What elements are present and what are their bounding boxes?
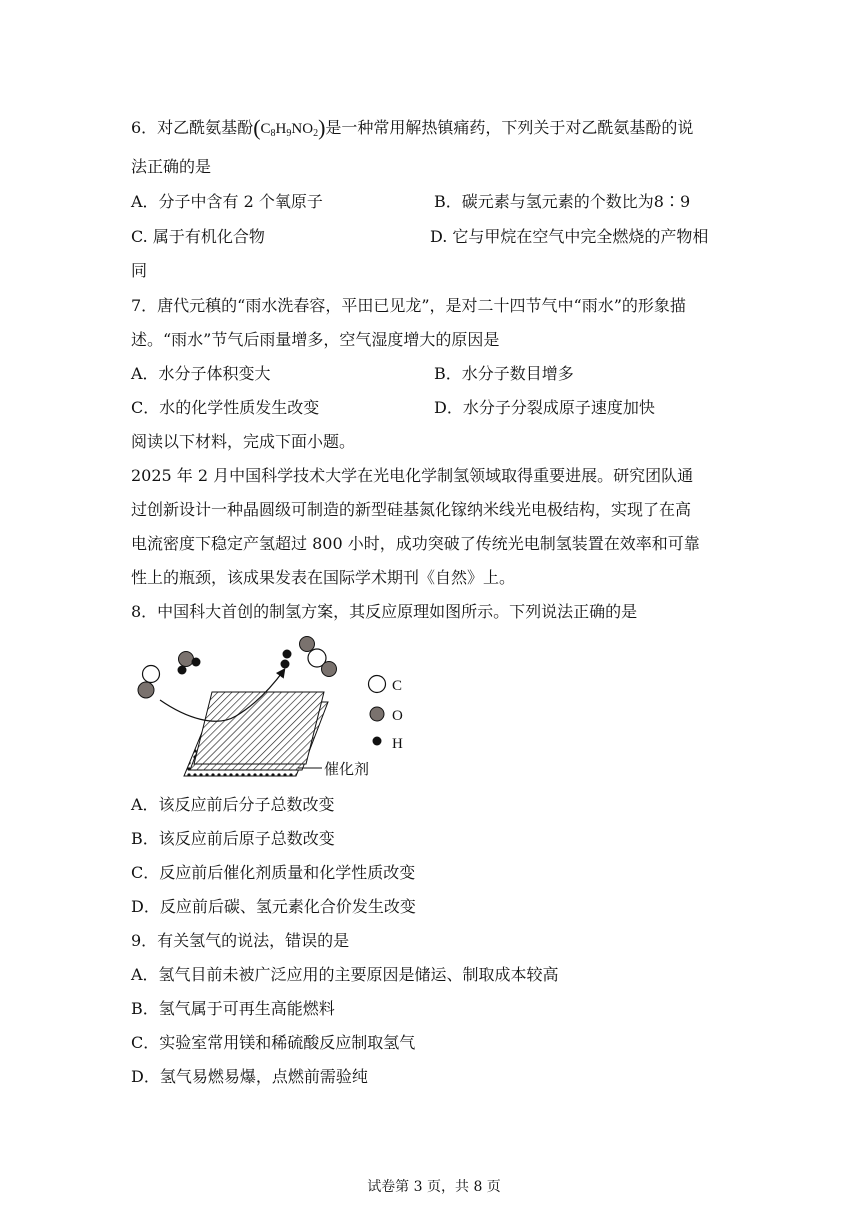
- q8-stem: 8．中国科大首创的制氢方案，其反应原理如图所示。下列说法正确的是: [131, 602, 638, 621]
- q8-option-d: D．反应前后碳、氢元素化合价发生改变: [131, 897, 416, 916]
- q6-option-d-continued: 同: [131, 261, 148, 280]
- reading-paragraph-line4: 性上的瓶颈，该成果发表在国际学术期刊《自然》上。: [131, 568, 516, 587]
- legend-oxygen-label: O: [392, 708, 403, 724]
- q9-option-a: A．氢气目前未被广泛应用的主要原因是储运、制取成本较高: [131, 965, 559, 984]
- reactant-water-oxygen: [179, 652, 194, 667]
- q9-option-b: B．氢气属于可再生高能燃料: [131, 999, 335, 1018]
- reactant-water-hydrogen-1: [178, 666, 187, 675]
- q9-stem: 9．有关氢气的说法，错误的是: [131, 931, 350, 950]
- reading-paragraph-line1: 2025 年 2 月中国科学技术大学在光电化学制氢领域取得重要进展。研究团队通: [131, 466, 694, 485]
- q7-option-c: C．水的化学性质发生改变: [131, 398, 320, 417]
- q8-option-c: C．反应前后催化剂质量和化学性质改变: [131, 863, 416, 882]
- reaction-diagram: [126, 628, 426, 788]
- catalyst-label: 催化剂: [324, 760, 370, 778]
- q6-option-b: B．碳元素与氢元素的个数比为8∶9: [434, 192, 691, 211]
- q6-stem-before: 6．对乙酰氨基酚: [131, 118, 254, 137]
- q7-option-a: A．水分子体积变大: [131, 364, 271, 383]
- reading-intro: 阅读以下材料，完成下面小题。: [131, 432, 356, 451]
- q7-stem-line1: 7．唐代元稹的“雨水洗春容，平田已见龙”，是对二十四节气中“雨水”的形象描: [131, 296, 686, 315]
- q6-option-a: A．分子中含有 2 个氧原子: [131, 192, 323, 211]
- q7-option-d: D．水分子分裂成原子速度加快: [434, 398, 655, 417]
- q9-option-d: D．氢气易燃易爆，点燃前需验纯: [131, 1067, 368, 1086]
- legend-hydrogen-icon: [373, 737, 382, 746]
- q9-option-c: C．实验室常用镁和稀硫酸反应制取氢气: [131, 1033, 416, 1052]
- q8-option-a: A．该反应前后分子总数改变: [131, 795, 335, 814]
- legend-hydrogen-label: H: [392, 736, 403, 752]
- catalyst-layer-top: [194, 692, 324, 764]
- q6-stem-after: 是一种常用解热镇痛药，下列关于对乙酰氨基酚的说: [325, 118, 694, 137]
- reactant-carbon-atom: [143, 666, 160, 683]
- product-oxygen-2: [322, 662, 337, 677]
- product-oxygen-1: [300, 637, 315, 652]
- q8-option-b: B．该反应前后原子总数改变: [131, 829, 335, 848]
- q7-stem-line2: 述。“雨水”节气后雨量增多，空气湿度增大的原因是: [131, 330, 500, 349]
- page-footer: 试卷第 3 页，共 8 页: [367, 1179, 501, 1195]
- reactant-water-hydrogen-2: [192, 658, 201, 667]
- product-hydrogen-1: [283, 650, 292, 659]
- legend-carbon-label: C: [392, 678, 403, 694]
- legend-carbon-icon: [369, 676, 386, 693]
- q6-option-c: C. 属于有机化合物: [131, 227, 265, 246]
- product-hydrogen-2: [281, 660, 290, 669]
- q6-stem-line2: 法正确的是: [131, 157, 212, 176]
- q6-stem-line1: [131, 117, 693, 145]
- q6-formula: $(C_8H_9NO_2)$: [253, 115, 326, 140]
- legend-oxygen-icon: [370, 707, 384, 721]
- q7-option-b: B．水分子数目增多: [434, 364, 574, 383]
- reading-paragraph-line2: 过创新设计一种晶圆级可制造的新型硅基氮化镓纳米线光电极结构，实现了在高: [131, 500, 692, 519]
- reactant-oxygen-atom: [138, 682, 154, 698]
- reading-paragraph-line3: 电流密度下稳定产氢超过 800 小时，成功突破了传统光电制氢装置在效率和可靠: [131, 534, 700, 553]
- q6-option-d: D. 它与甲烷在空气中完全燃烧的产物相: [430, 227, 709, 246]
